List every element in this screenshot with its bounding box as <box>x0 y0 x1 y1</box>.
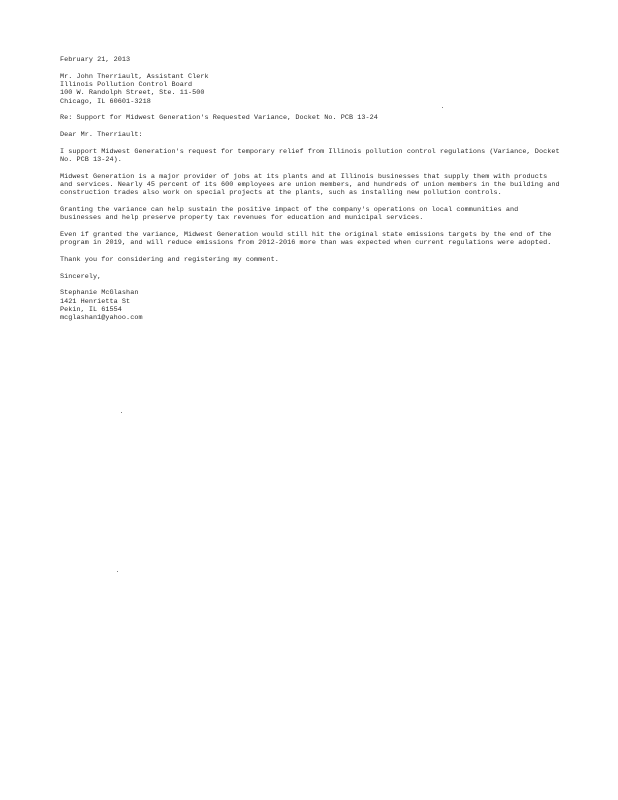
body-paragraph <box>60 206 560 223</box>
signature-block <box>60 289 560 322</box>
letter-date-block <box>60 56 560 64</box>
letter-body <box>60 56 560 331</box>
salutation-block <box>60 131 560 139</box>
recipient-address <box>60 73 560 106</box>
letter-salutation: Dear Mr. Therriault: <box>60 130 143 139</box>
signer-name: Stephanie McGlashan <box>60 289 139 298</box>
paragraph-text: Even if granted the variance, Midwest Generation would still hit the original state emissions targets by the end of the program in 2019, and will reduce emissions from 2012-2016 more than was expected when current regulations were adopted. <box>60 230 552 248</box>
signer-street: 1421 Henrietta St <box>60 297 131 306</box>
body-paragraph <box>60 173 560 198</box>
closing-block <box>60 273 560 281</box>
body-paragraph <box>60 148 560 165</box>
recipient-name: Mr. John Therriault, Assistant Clerk <box>60 72 209 81</box>
recipient-organization: Illinois Pollution Control Board <box>60 80 193 89</box>
recipient-street: 100 W. Randolph Street, Ste. 11-500 <box>60 89 205 98</box>
scan-speck <box>117 571 118 572</box>
signer-city: Pekin, IL 61554 <box>60 305 122 314</box>
letter-closing: Sincerely, <box>60 272 102 281</box>
scan-speck <box>121 412 122 413</box>
body-paragraph <box>60 231 560 248</box>
signer-email: mcglashan1@yahoo.com <box>60 314 143 323</box>
letter-date: February 21, 2013 <box>60 56 131 64</box>
paragraph-text: I support Midwest Generation's request for temporary relief from Illinois pollution control regulations (Variance, Docket No. PCB 13-24). <box>60 147 560 164</box>
recipient-city: Chicago, IL 60601-3218 <box>60 97 151 106</box>
paragraph-text: Thank you for considering and registering my comment. <box>60 255 279 264</box>
paragraph-text: Midwest Generation is a major provider of jobs at its plants and at Illinois businesses that supply them with products and services. Nearly 45 percent of its 600 employees are union members, and hundreds of union members in the building and construction trades also work on special projects at the plants, such as installing new pollution controls. <box>60 172 560 198</box>
paragraph-text: Granting the variance can help sustain the positive impact of the company's operations on local communities and businesses and help preserve property tax revenues for education and municipal services. <box>60 205 519 223</box>
subject-block <box>60 114 560 122</box>
letter-subject: Re: Support for Midwest Generation's Requested Variance, Docket No. PCB 13-24 <box>60 114 378 123</box>
body-paragraph <box>60 256 560 264</box>
